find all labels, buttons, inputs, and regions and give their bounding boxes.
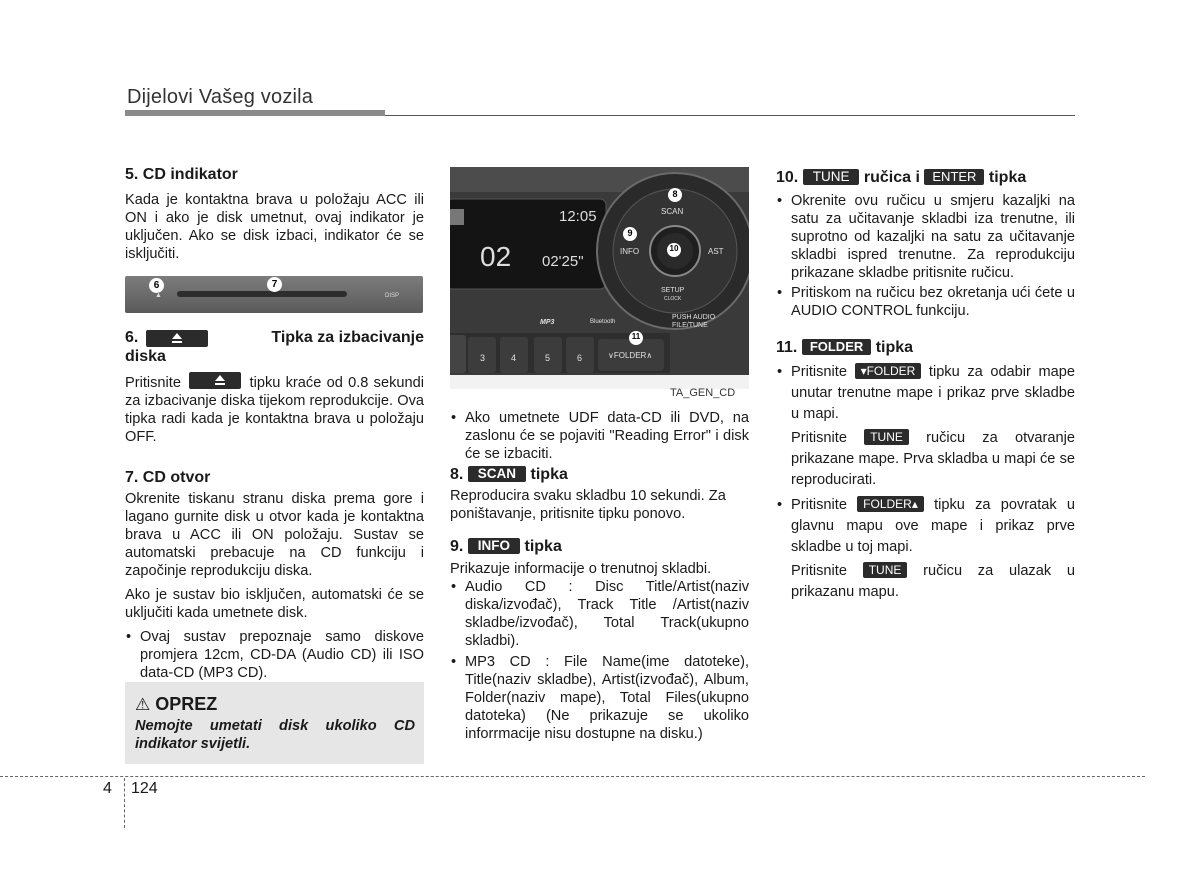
s11-b2-post: tipku za povratak u glavnu mapu ove mape i prikaz prve skladbe u toj mapi.	[791, 497, 1075, 555]
ast-label: AST	[708, 247, 724, 256]
s11-b1-post: tipku za odabir mape unutar trenutne mape i prikaz prve skladbe u mapi.	[791, 364, 1075, 422]
enter-badge: ENTER	[924, 169, 984, 185]
display-elapsed: 02'25"	[542, 253, 584, 270]
tune-inline-badge-1: TUNE	[864, 429, 909, 445]
section-number: 4	[103, 780, 112, 797]
caution-header	[135, 694, 217, 715]
section-6	[125, 328, 424, 446]
section-11-word: tipka	[875, 339, 914, 356]
caution-box	[125, 682, 424, 764]
display-track: 02	[480, 241, 512, 272]
folder-key-label: FOLDER	[613, 351, 647, 360]
section-10-word: tipka	[988, 169, 1027, 186]
s11-p1-pre: Pritisnite	[791, 430, 847, 446]
udf-bullet: • Ako umetnete UDF data-CD ili DVD, na zaslonu će se pojaviti "Reading Error" i disk će se izbaciti.	[450, 409, 749, 463]
file-tune-label: FILE/TUNE	[672, 322, 708, 329]
eject-button-inline-icon	[189, 372, 241, 389]
footer-rule	[0, 776, 1145, 777]
section-9-text: Prikazuje informacije o trenutnoj skladbi.	[450, 561, 712, 577]
footer-divider	[124, 778, 125, 828]
caution-text: Nemojte umetati disk ukoliko CD indikator svijetli.	[135, 718, 415, 752]
section-8-number: 8.	[450, 466, 464, 483]
section-7-para-1: Okrenite tiskanu stranu diska prema gore i lagano gurnite disk u otvor kada je kontaktna brava u ACC ili ON položaju. Sustav se automatski prebacuje na CD funkciju i započinje reprodukciju diska.	[125, 491, 424, 579]
section-5-title: 5. CD indikator	[125, 166, 238, 183]
column-3	[776, 168, 1075, 603]
section-10-bullet-2: • Pritiskom na ručicu bez okretanja ući ćete u AUDIO CONTROL funkciju.	[776, 284, 1075, 320]
header-accent-bar	[125, 110, 385, 116]
section-7-title: 7. CD otvor	[125, 469, 211, 486]
s11-b2-pre: Pritisnite	[791, 497, 847, 513]
radio-panel-graphic	[450, 167, 749, 389]
preset-key-6: 6	[577, 353, 583, 363]
page-number: 124	[131, 780, 158, 797]
scan-badge: SCAN	[468, 466, 526, 482]
callout-10: 10	[669, 244, 679, 253]
s11-b1-pre: Pritisnite	[791, 364, 847, 380]
cd-slot-illustration	[125, 276, 423, 313]
preset-key-5: 5	[545, 353, 551, 363]
section-8-text: Reproducira svaku skladbu 10 sekundi. Za poništavanje, pritisnite tipku ponovo.	[450, 488, 726, 522]
section-7-bullet: • Ovaj sustav prepoznaje samo diskove promjera 12cm, CD-DA (Audio CD) ili ISO data-CD (MP3 CD).	[125, 628, 424, 682]
setup-label: SETUP	[661, 287, 685, 294]
chevron-up-icon: ∧	[646, 351, 653, 360]
s11-p2-pre: Pritisnite	[791, 563, 847, 579]
section-7-para-2: Ako je sustav bio isključen, automatski će se uključiti kada umetnete disk.	[125, 587, 424, 621]
section-9-bullet-audio-cd: • Audio CD : Disc Title/Artist(naziv diska/izvođač), Track Title /Artist(naziv skladbe/izvođač), Total Track(ukupno skladbi).	[450, 578, 749, 650]
folder-up-badge: FOLDER▴	[857, 496, 924, 512]
callout-8: 8	[672, 189, 678, 199]
push-audio-label: PUSH AUDIO	[672, 314, 716, 321]
section-6-title-cont: diska	[125, 348, 166, 365]
figure-caption: TA_GEN_CD	[670, 387, 736, 399]
section-11-number: 11.	[776, 339, 798, 356]
eject-icon: ▲	[155, 292, 162, 299]
preset-key-3: 3	[480, 353, 486, 363]
section-10-number: 10.	[776, 169, 799, 186]
section-6-pre: Pritisnite	[125, 375, 181, 391]
clock-label: CLOCK	[664, 296, 682, 302]
eject-button-icon	[146, 330, 208, 347]
page-header-title: Dijelovi Vašeg vozila	[127, 86, 314, 108]
tune-badge: TUNE	[803, 169, 860, 185]
tune-inline-badge-2: TUNE	[863, 562, 908, 578]
caution-title: OPREZ	[155, 694, 218, 714]
s11-p1-post: ručicu za otvaranje prikazane mape. Prva skladba u mapi će se reproducirati.	[791, 430, 1075, 488]
section-10-mid: ručica i	[863, 169, 920, 186]
radio-panel-photo	[450, 167, 749, 389]
callout-9: 9	[627, 228, 633, 238]
info-label: INFO	[620, 247, 640, 256]
section-6-number: 6.	[125, 329, 139, 346]
column-2	[450, 409, 749, 743]
s11-p2-post: ručicu za ulazak u prikazanu mapu.	[791, 563, 1076, 600]
preset-key-4: 4	[511, 353, 517, 363]
mp3-label: MP3	[540, 319, 555, 326]
column-1	[125, 165, 424, 263]
section-8-word: tipka	[530, 466, 568, 483]
folder-down-badge: ▾FOLDER	[855, 363, 922, 379]
section-10-bullet-1: • Okrenite ovu ručicu u smjeru kazaljki na satu za učitavanje skladbi iza trenutne, ili suprotno od kazaljki na satu za učitavanje skladbi ispred trenutne. Za reprodukciju prikazane skladbe pritisnite ručicu.	[776, 192, 1075, 282]
section-6-text: tipku kraće od 0.8 sekundi za izbacivanje diska tijekom reprodukcije. Ova tipka radi kada je kontaktna brava u položaju OFF.	[125, 375, 424, 445]
section-6-title: Tipka za izbacivanje	[271, 329, 424, 346]
cd-slot	[177, 291, 347, 297]
disp-label: DISP	[385, 293, 400, 299]
info-badge: INFO	[468, 538, 520, 554]
scan-label: SCAN	[661, 207, 684, 216]
callout-11: 11	[631, 332, 641, 341]
section-9-word: tipka	[524, 538, 562, 555]
warning-triangle-icon: ⚠	[135, 695, 151, 714]
folder-badge: FOLDER	[802, 339, 871, 355]
folder-key	[608, 351, 652, 360]
display-time: 12:05	[559, 208, 597, 225]
callout-6: 6	[149, 278, 164, 293]
section-9-bullet-mp3-cd: • MP3 CD : File Name(ime datoteke), Title(naziv skladbe), Artist(izvođač), Album, Folder(naziv mape), Total Files(ukupno datoteka) (Ne prikazuje se ukoliko inforrmacije nisu dostupne na disku.)	[450, 653, 749, 743]
callout-7: 7	[267, 277, 282, 292]
section-7	[125, 468, 424, 682]
chevron-down-icon: ∨	[608, 351, 614, 360]
bluetooth-label: Bluetooth	[590, 319, 616, 325]
section-5-text: Kada je kontaktna brava u položaju ACC ili ON i ako je disk umetnut, ovaj indikator je uključen. Ako se disk izbaci, indikator će se isključiti.	[125, 192, 424, 262]
section-9-number: 9.	[450, 538, 464, 555]
header-rule	[385, 115, 1075, 116]
